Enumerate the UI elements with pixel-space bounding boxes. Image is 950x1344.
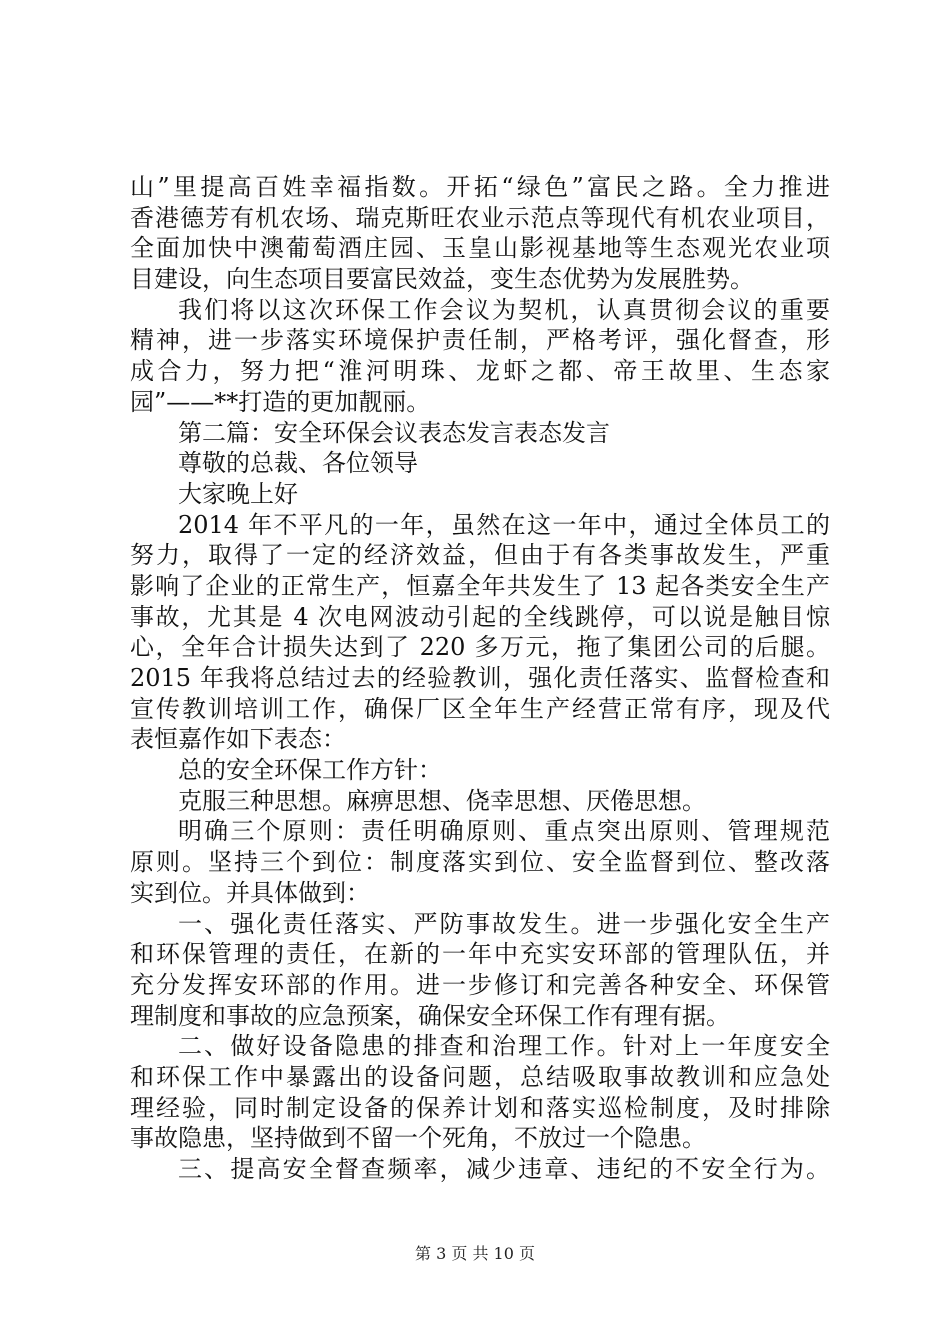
page-footer: 第 3 页 共 10 页 xyxy=(415,1244,535,1263)
text-line: 一、强化责任落实、严防事故发生。进一步强化安全生产 xyxy=(178,909,830,938)
text-line: 事故隐患，坚持做到不留一个死角，不放过一个隐患。 xyxy=(130,1124,706,1153)
text-line: 事故，尤其是 4 次电网波动引起的全线跳停，可以说是触目惊 xyxy=(130,602,830,631)
text-line: 三、提高安全督查频率，减少违章、违纪的不安全行为。 xyxy=(178,1155,830,1183)
text-line: 理经验，同时制定设备的保养计划和落实巡检制度，及时排除 xyxy=(130,1093,830,1122)
text-line: 香港德芳有机农场、瑞克斯旺农业示范点等现代有机农业项目， xyxy=(130,203,830,232)
text-line: 全面加快中澳葡萄酒庄园、玉皇山影视基地等生态观光农业项 xyxy=(130,234,830,263)
text-line: 理制度和事故的应急预案，确保安全环保工作有理有据。 xyxy=(130,1001,730,1030)
text-line: 我们将以这次环保工作会议为契机，认真贯彻会议的重要 xyxy=(178,295,830,324)
text-line: 宣传教训培训工作，确保厂区全年生产经营正常有序，现及代 xyxy=(130,694,830,723)
text-line: 大家晚上好 xyxy=(178,479,298,508)
text-line: 实到位。并具体做到： xyxy=(130,878,370,907)
text-line: 目建设，向生态项目要富民效益，变生态优势为发展胜势。 xyxy=(130,265,754,294)
text-line: 表恒嘉作如下表态： xyxy=(130,725,346,754)
text-line: 原则。坚持三个到位：制度落实到位、安全监督到位、整改落 xyxy=(130,848,830,877)
text-line: 第二篇：安全环保会议表态发言表态发言 xyxy=(178,418,610,447)
text-line: 充分发挥安环部的作用。进一步修订和完善各种安全、环保管 xyxy=(130,970,830,999)
text-line: 山”里提高百姓幸福指数。开拓“绿色”富民之路。全力推进 xyxy=(130,173,830,201)
text-line: 2014 年不平凡的一年，虽然在这一年中，通过全体员工的 xyxy=(178,510,830,539)
text-line: 二、做好设备隐患的排查和治理工作。针对上一年度安全 xyxy=(178,1032,830,1061)
text-line: 和环保管理的责任，在新的一年中充实安环部的管理队伍，并 xyxy=(130,940,830,969)
text-line: 精神，进一步落实环境保护责任制，严格考评，强化督查，形 xyxy=(130,326,830,355)
text-line: 尊敬的总裁、各位领导 xyxy=(178,449,418,478)
text-line: 心，全年合计损失达到了 220 多万元，拖了集团公司的后腿。 xyxy=(130,633,830,662)
text-line: 2015 年我将总结过去的经验教训，强化责任落实、监督检查和 xyxy=(130,664,830,692)
text-line: 园”——**打造的更加靓丽。 xyxy=(130,387,431,416)
text-line: 明确三个原则：责任明确原则、重点突出原则、管理规范 xyxy=(178,817,830,846)
text-line: 影响了企业的正常生产，恒嘉全年共发生了 13 起各类安全生产 xyxy=(130,571,830,600)
text-line: 和环保工作中暴露出的设备问题，总结吸取事故教训和应急处 xyxy=(130,1062,830,1091)
text-line: 努力，取得了一定的经济效益，但由于有各类事故发生，严重 xyxy=(130,541,830,570)
text-line: 克服三种思想。麻痹思想、侥幸思想、厌倦思想。 xyxy=(178,786,706,815)
document-body xyxy=(130,172,830,1185)
text-line: 成合力，努力把“淮河明珠、龙虾之都、帝王故里、生态家 xyxy=(130,357,830,386)
text-line: 总的安全环保工作方针： xyxy=(178,756,442,785)
